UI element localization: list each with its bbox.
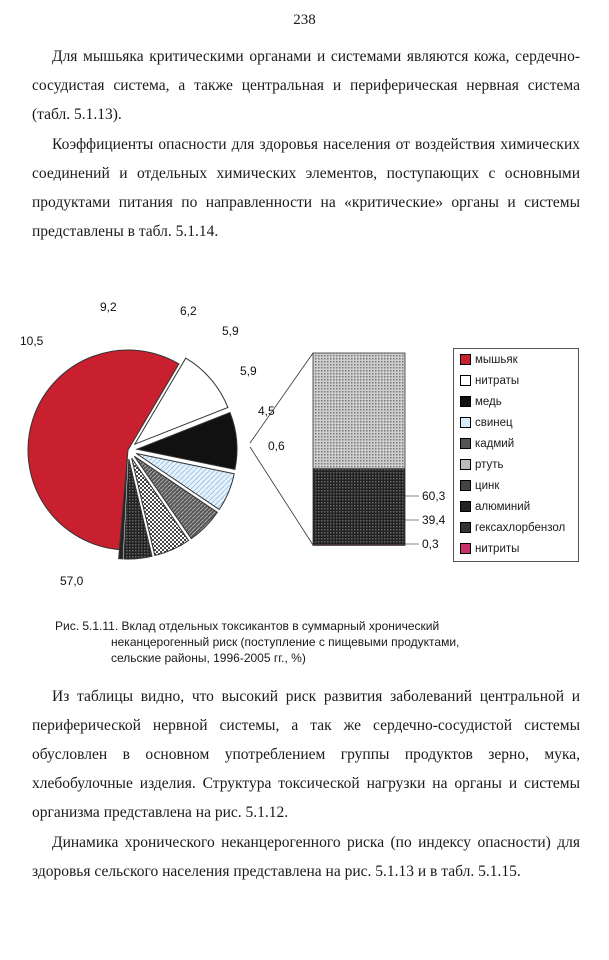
paragraph-table-analysis: Из таблицы видно, что высокий риск развития заболеваний центральной и периферической нервной системы, а так же сердечно-сосудистой системы обусловлен в основном употреблением группы продуктов зерно, мука, хлебобулочные изделия. Структура токсической нагрузки на органы и системы организма представлена на рис. 5.1.12.: [32, 688, 580, 821]
paragraph-dynamics: Динамика хронического неканцерогенного риска (по индексу опасности) для здоровья сельского населения представлена на рис. 5.1.13 и в табл. 5.1.15.: [32, 834, 580, 880]
pie-label-3: 6,2: [180, 304, 197, 318]
legend-swatch-icon: [460, 438, 471, 449]
breakdown-bar-labels: [422, 489, 446, 551]
legend-swatch-icon: [460, 354, 471, 365]
pie-label-1: 10,5: [20, 334, 44, 348]
figure-caption: [55, 618, 575, 666]
paragraph-arsenic: Для мышьяка критическими органами и системами являются кожа, сердечно-сосудистая система, а также центральная и периферическая нервная система (табл. 5.1.13).: [32, 48, 580, 123]
bar-label-1: 39,4: [422, 513, 446, 527]
chart-legend: [453, 348, 579, 562]
legend-label: алюминий: [475, 500, 531, 513]
legend-swatch-icon: [460, 522, 471, 533]
legend-label: ртуть: [475, 458, 504, 471]
legend-item-2: [454, 391, 578, 412]
connector-line-0: [250, 353, 313, 443]
legend-label: нитриты: [475, 542, 520, 555]
legend-item-1: [454, 370, 578, 391]
legend-label: мышьяк: [475, 353, 518, 366]
legend-swatch-icon: [460, 417, 471, 428]
bar-label-0: 60,3: [422, 489, 446, 503]
bar-segment-0: [313, 353, 405, 469]
pie-label-2: 9,2: [100, 300, 117, 314]
pie-label-4: 5,9: [222, 324, 239, 338]
pie-label-5: 5,9: [240, 364, 257, 378]
breakdown-bar: [313, 353, 405, 545]
pie-label-6: 4,5: [258, 404, 275, 418]
bar-segment-1: [313, 469, 405, 545]
pie-label-0: 57,0: [60, 574, 84, 588]
legend-item-7: [454, 496, 578, 517]
caption-line-3: сельские районы, 1996-2005 гг., %): [111, 651, 306, 665]
legend-swatch-icon: [460, 480, 471, 491]
pie-slices: [28, 350, 237, 559]
legend-item-4: [454, 433, 578, 454]
legend-swatch-icon: [460, 501, 471, 512]
legend-swatch-icon: [460, 375, 471, 386]
legend-item-3: [454, 412, 578, 433]
legend-swatch-icon: [460, 543, 471, 554]
bar-label-2: 0,3: [422, 537, 439, 551]
connector-line-1: [250, 447, 313, 545]
legend-label: свинец: [475, 416, 513, 429]
legend-item-0: [454, 349, 578, 370]
legend-swatch-icon: [460, 396, 471, 407]
legend-item-5: [454, 454, 578, 475]
page-number: 238: [293, 12, 316, 28]
legend-item-8: [454, 517, 578, 538]
legend-label: цинк: [475, 479, 500, 492]
paragraph-hazard-coefficients: Коэффициенты опасности для здоровья населения от воздействия химических соединений и отдельных химических элементов, поступающих с основными продуктами питания по направленности на «критические» органы и системы представлены в табл. 5.1.14.: [32, 136, 580, 240]
caption-line-1: Рис. 5.1.11. Вклад отдельных токсикантов в суммарный хронический: [55, 619, 440, 633]
legend-item-9: [454, 538, 578, 559]
legend-swatch-icon: [460, 459, 471, 470]
legend-item-6: [454, 475, 578, 496]
legend-label: нитраты: [475, 374, 520, 387]
legend-label: кадмий: [475, 437, 515, 450]
caption-line-2: неканцерогенный риск (поступление с пищевыми продуктами,: [111, 635, 460, 649]
legend-label: гексахлорбензол: [475, 521, 566, 534]
bar-segment-2: [313, 544, 405, 545]
legend-label: медь: [475, 395, 502, 408]
pie-label-7: 0,6: [268, 439, 285, 453]
